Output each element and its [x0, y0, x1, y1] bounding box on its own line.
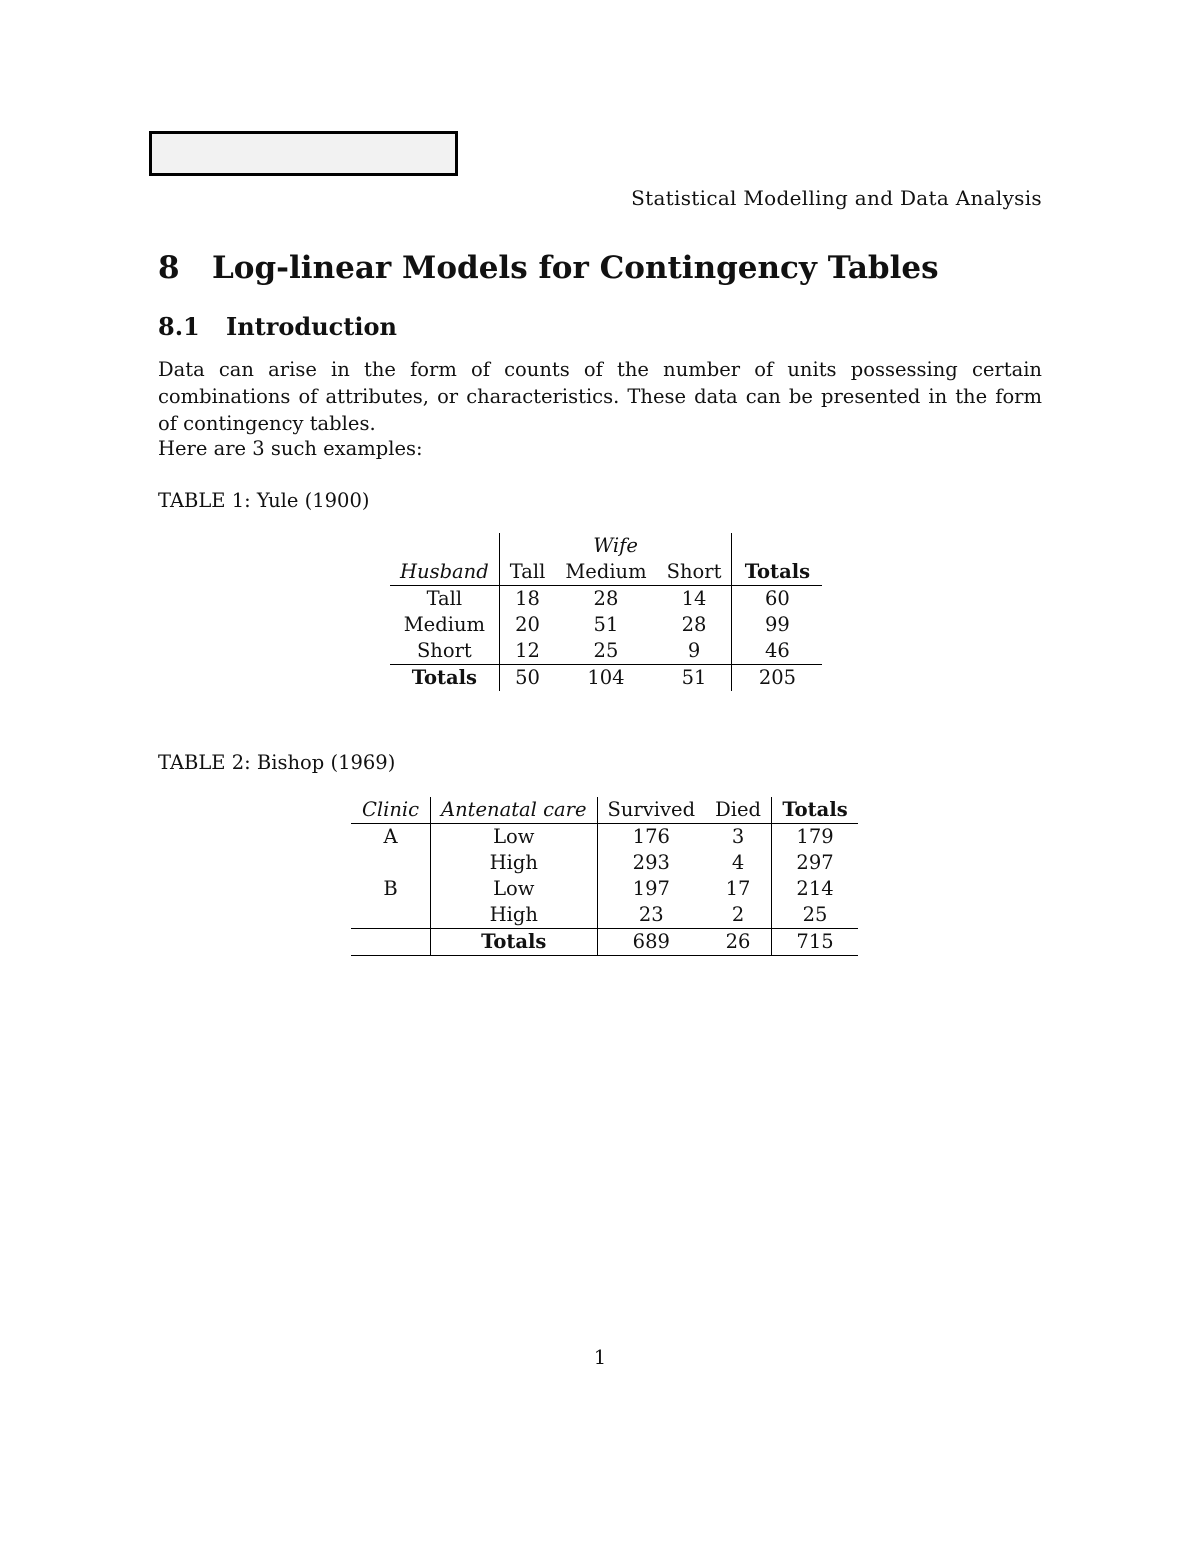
table1-totals-header: Totals — [732, 559, 823, 586]
table1-col-header: Tall — [499, 559, 555, 586]
section-number: 8.1 — [158, 312, 200, 341]
chapter-title — [158, 250, 939, 286]
table1-row-label: Medium — [390, 612, 499, 638]
table2-care: Low — [431, 876, 598, 902]
table2-grand-total: 715 — [772, 929, 859, 956]
table2-cell: 4 — [705, 850, 772, 876]
table-row — [351, 902, 858, 929]
table2-cell: 2 — [705, 902, 772, 929]
table1-row-total: 99 — [765, 613, 790, 636]
table2-cell: 3 — [705, 824, 772, 851]
table2-cell: 176 — [632, 825, 670, 848]
table2-row-total: 179 — [796, 825, 834, 848]
table1-row-total: 46 — [732, 638, 823, 665]
table2-clinic: B — [351, 876, 431, 902]
table1-cell: 25 — [555, 638, 656, 665]
table2-cell: 17 — [705, 876, 772, 902]
table1-cell: 28 — [593, 587, 619, 610]
table1-row-label: Short — [390, 638, 499, 665]
table2-clinic — [351, 902, 431, 929]
table2-care: High — [431, 850, 598, 876]
chapter-title-text: Log-linear Models for Contingency Tables — [212, 250, 939, 286]
table1-row-header: Husband — [390, 559, 499, 586]
table2-cell: 293 — [632, 851, 670, 874]
table2-cell: 197 — [632, 877, 670, 900]
table1-cell: 20 — [515, 613, 540, 636]
table2 — [351, 797, 858, 956]
table2-row-total: 25 — [772, 902, 859, 929]
table1-caption: TABLE 1: Yule (1900) — [158, 489, 370, 512]
table1-cell: 104 — [587, 666, 625, 689]
intro-paragraph: Data can arise in the form of counts of the number of units possessing certain combinations of attributes, or characteristics. These data can be presented in the form of contingency tables. — [158, 358, 1042, 435]
table-row — [390, 612, 822, 638]
section-title-text: Introduction — [226, 312, 397, 341]
table1-row-label: Tall — [390, 586, 499, 613]
table2-row-total: 297 — [796, 851, 834, 874]
chapter-number: 8 — [158, 250, 180, 286]
table2-caption: TABLE 2: Bishop (1969) — [158, 751, 396, 774]
table2-clinic: A — [351, 824, 431, 851]
table2-col-header: Antenatal care — [431, 797, 598, 824]
table2-totals-row — [351, 929, 858, 956]
table2-col-header: Survived — [597, 797, 705, 824]
table-row — [351, 850, 858, 876]
running-head: Statistical Modelling and Data Analysis — [631, 186, 1042, 210]
table2-clinic — [351, 850, 431, 876]
table1-col-header: Short — [657, 559, 732, 586]
table1-totals-row — [390, 665, 822, 692]
table2-cell: 689 — [597, 929, 705, 956]
table1-totals-label: Totals — [390, 665, 499, 692]
table1-cell: 51 — [593, 613, 619, 636]
table-row — [390, 638, 822, 665]
table1-cell: 18 — [515, 587, 540, 610]
table1-grand-total: 205 — [758, 666, 797, 689]
table1-cell: 14 — [657, 586, 732, 613]
table2-col-header: Died — [705, 797, 772, 824]
section-title — [158, 312, 397, 341]
table2-totals-label: Totals — [431, 929, 598, 956]
page-number: 1 — [593, 1346, 607, 1369]
redaction-box — [149, 131, 458, 176]
table1-row-total: 60 — [765, 587, 790, 610]
table2-cell: 26 — [705, 929, 772, 956]
table2-care: Low — [431, 824, 598, 851]
table-row — [351, 876, 858, 902]
table1-cell: 28 — [657, 612, 732, 638]
table1-cell: 50 — [515, 666, 540, 689]
table2-cell: 23 — [597, 902, 705, 929]
table2-care: High — [431, 902, 598, 929]
table1-cell: 9 — [657, 638, 732, 665]
table2-col-header: Clinic — [351, 797, 431, 824]
table1-cell: 51 — [657, 665, 732, 692]
table1 — [390, 533, 822, 691]
table1-group-header: Wife — [499, 533, 732, 559]
table2-col-header: Totals — [772, 797, 859, 824]
table-row — [390, 586, 822, 613]
table1-col-header: Medium — [555, 559, 656, 586]
examples-paragraph: Here are 3 such examples: — [158, 437, 423, 460]
table1-cell: 12 — [499, 638, 555, 665]
table-row — [351, 824, 858, 851]
table2-row-total: 214 — [796, 877, 834, 900]
